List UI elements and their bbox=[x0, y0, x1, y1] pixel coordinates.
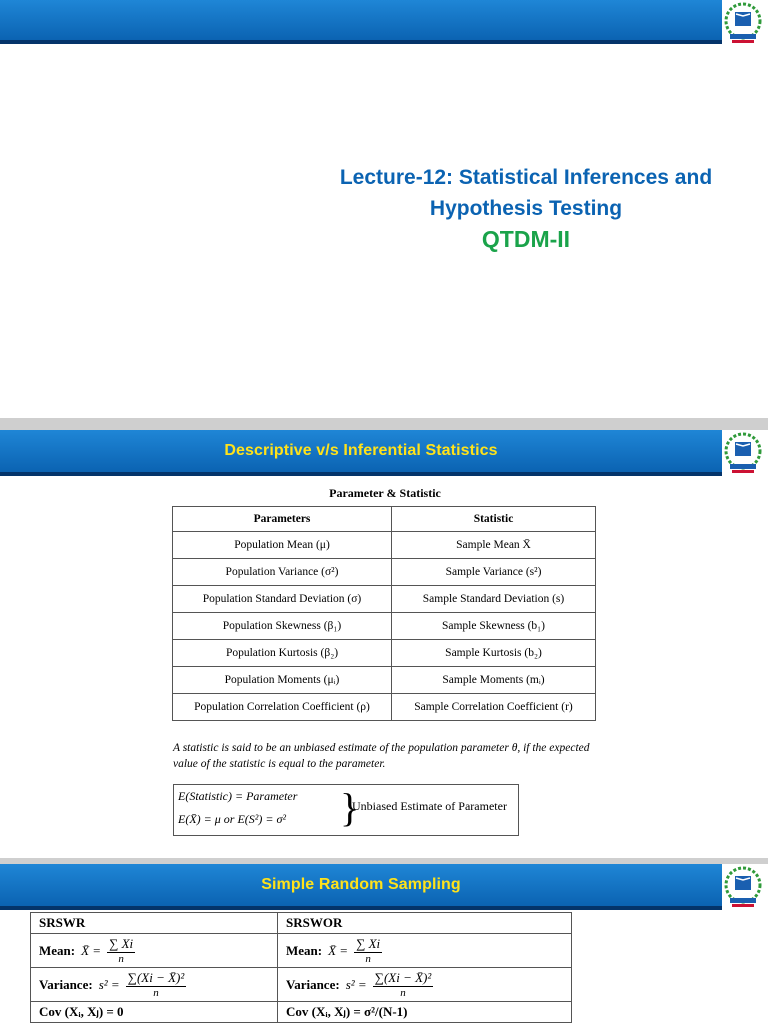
simple-random-sampling-slide bbox=[0, 864, 768, 1024]
title-line-2: Hypothesis Testing bbox=[429, 197, 623, 220]
table-row bbox=[173, 694, 596, 721]
formula-note: Unbiased Estimate of Parameter bbox=[352, 799, 507, 813]
mean-denominator: n bbox=[365, 953, 371, 965]
unbiased-formula-box bbox=[173, 784, 519, 836]
variance-label: Variance: bbox=[39, 976, 93, 992]
document-image bbox=[165, 478, 605, 858]
mean-fraction bbox=[107, 936, 135, 965]
srswr-variance bbox=[31, 968, 278, 1002]
srswor-heading: SRSWOR bbox=[278, 913, 572, 934]
table-row bbox=[173, 667, 596, 694]
header-statistic: Statistic bbox=[392, 507, 596, 532]
variance-denominator: n bbox=[400, 987, 406, 999]
srswr-mean bbox=[31, 934, 278, 968]
descriptive-vs-inferential-slide bbox=[0, 430, 768, 858]
mean-numerator: ∑ Xi bbox=[356, 936, 381, 951]
table-row bbox=[31, 913, 572, 934]
table-cell: Sample Skewness (b₁) bbox=[392, 613, 596, 640]
table-row bbox=[173, 586, 596, 613]
variance-lhs: s² = bbox=[345, 976, 367, 992]
table-row bbox=[31, 968, 572, 1002]
table-cell: Population Variance (σ²) bbox=[173, 559, 392, 586]
table-cell: Sample Variance (s²) bbox=[392, 559, 596, 586]
lecture-title bbox=[300, 162, 752, 224]
institute-logo-icon bbox=[724, 866, 762, 908]
header-banner bbox=[0, 430, 722, 476]
table-row bbox=[173, 640, 596, 667]
table-cell: Sample Correlation Coefficient (r) bbox=[392, 694, 596, 721]
srswor-mean bbox=[278, 934, 572, 968]
slide-title: Descriptive v/s Inferential Statistics bbox=[224, 442, 498, 459]
table-cell: Population Mean (μ) bbox=[173, 532, 392, 559]
parameter-statistic-table bbox=[172, 506, 596, 721]
header-parameters: Parameters bbox=[173, 507, 392, 532]
srswr-heading: SRSWR bbox=[31, 913, 278, 934]
header-banner bbox=[0, 0, 722, 44]
course-code: QTDM-II bbox=[481, 226, 571, 252]
variance-denominator: n bbox=[153, 987, 159, 999]
srswr-covariance: Cov (Xᵢ, Xⱼ) = 0 bbox=[31, 1002, 278, 1023]
srswor-covariance: Cov (Xᵢ, Xⱼ) = σ²/(N-1) bbox=[278, 1002, 572, 1023]
table-cell: Sample Kurtosis (b₂) bbox=[392, 640, 596, 667]
variance-label: Variance: bbox=[286, 976, 340, 992]
mean-numerator: ∑ Xi bbox=[109, 936, 134, 951]
formula-line-1: E(Statistic) = Parameter bbox=[178, 789, 298, 803]
slide-separator bbox=[0, 418, 768, 430]
table-row bbox=[173, 532, 596, 559]
header-banner bbox=[0, 864, 722, 910]
table-cell: Sample Mean X̄ bbox=[392, 532, 596, 559]
mean-lhs: X̄ = bbox=[81, 942, 102, 958]
srswor-variance bbox=[278, 968, 572, 1002]
table-cell: Sample Standard Deviation (s) bbox=[392, 586, 596, 613]
mean-lhs: X̄ = bbox=[328, 942, 349, 958]
variance-fraction bbox=[126, 970, 187, 999]
table-row bbox=[173, 559, 596, 586]
table-row bbox=[31, 1002, 572, 1023]
title-line-1: Lecture-12: Statistical Inferences and bbox=[339, 166, 713, 189]
table-cell: Population Correlation Coefficient (ρ) bbox=[173, 694, 392, 721]
variance-fraction bbox=[373, 970, 434, 999]
srs-table bbox=[30, 912, 572, 1023]
brace-icon: } bbox=[340, 785, 360, 830]
table-row bbox=[31, 934, 572, 968]
table-cell: Population Kurtosis (β₂) bbox=[173, 640, 392, 667]
table-row bbox=[173, 613, 596, 640]
table-cell: Population Standard Deviation (σ) bbox=[173, 586, 392, 613]
table-caption: Parameter & Statistic bbox=[329, 486, 441, 500]
table-cell: Sample Moments (mᵢ) bbox=[392, 667, 596, 694]
unbiased-definition: A statistic is said to be an unbiased estimate of the population parameter θ, if the expected value of the statistic is equal to the parameter. bbox=[173, 742, 590, 770]
mean-label: Mean: bbox=[286, 942, 323, 958]
mean-label: Mean: bbox=[39, 942, 76, 958]
table-cell: Population Moments (μᵢ) bbox=[173, 667, 392, 694]
variance-lhs: s² = bbox=[98, 976, 120, 992]
variance-numerator: ∑(Xi − X̄)² bbox=[374, 970, 432, 985]
table-cell: Population Skewness (β₁) bbox=[173, 613, 392, 640]
institute-logo-icon bbox=[724, 2, 762, 44]
variance-numerator: ∑(Xi − X̄)² bbox=[127, 970, 185, 985]
formula-line-2: E(X̄) = μ or E(S²) = σ² bbox=[178, 812, 286, 826]
institute-logo-icon bbox=[724, 432, 762, 474]
mean-fraction bbox=[354, 936, 382, 965]
title-slide bbox=[0, 0, 768, 418]
slide-title: Simple Random Sampling bbox=[261, 876, 461, 893]
mean-denominator: n bbox=[118, 953, 124, 965]
